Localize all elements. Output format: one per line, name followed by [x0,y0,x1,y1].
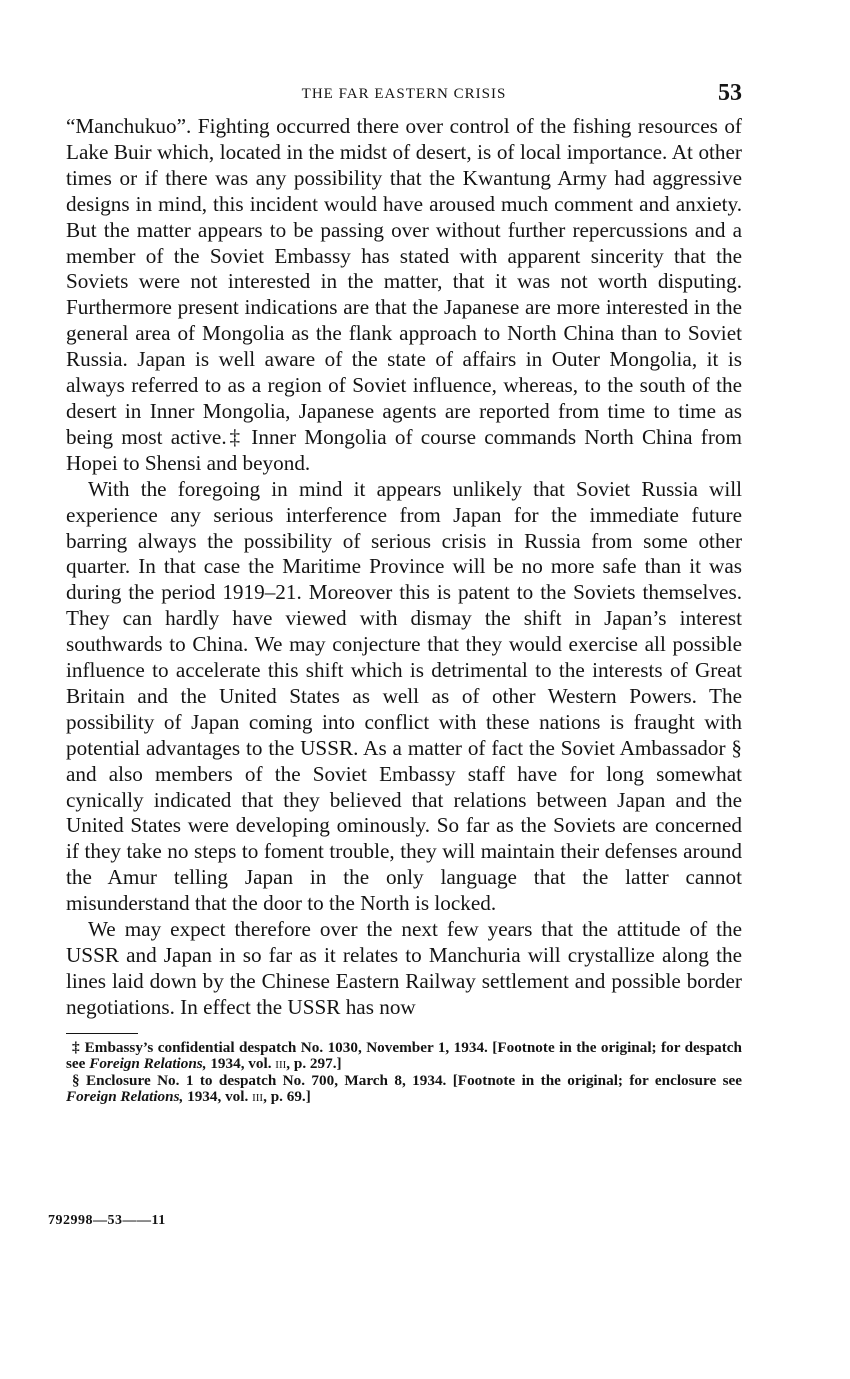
paragraph-3: We may expect therefore over the next few years that the attitude of the USSR and Japan in so far as it relates to Manchuria will crystallize along the lines laid down by the Chinese Eastern Railway settlement and possible border negotiations. In effect the USSR has now [66,917,742,1019]
paragraph-2: With the foregoing in mind it appears unlikely that Soviet Russia will experience any serious interference from Japan for the immediate future barring always the possibility of serious crisis in Russia from some other quarter. In that case the Maritime Province will be no more safe than it was during the period 1919–21. Moreover this is patent to the Soviets themselves. They can hardly have viewed with dismay the shift in Japan’s interest southwards to China. We may conjecture that they would exercise all possible influence to accelerate this shift which is detrimental to the interests of Great Britain and the United States as well as of other Western Powers. The possibility of Japan coming into conflict with these nations is fraught with potential advantages to the USSR. As a matter of fact the Soviet Ambassador § and also members of the Soviet Embassy staff have for long somewhat cynically indicated that they believed that relations between Japan and the United States were developing ominously. So far as the Soviets are concerned if they take no steps to foment trouble, they will maintain their defenses around the Amur telling Japan in the only language that the latter cannot misunderstand that the door to the North is locked. [66,476,742,916]
document-page [66,78,742,1106]
body-text [66,114,742,1021]
paragraph-1: “Manchukuo”. Fighting occurred there over control of the fishing resources of Lake Buir which, located in the midst of desert, is of local importance. At other times or if there was any possibility that the Kwantung Army had aggressive designs in mind, this incident would have aroused much comment and anxiety. But the matter appears to be passing over without further repercussions and a member of the Soviet Embassy has stated with apparent sincerity that the Soviets were not interested in the matter, that it was not worth disputing. Furthermore present indications are that the Japanese are more interested in the general area of Mongolia as the flank approach to North China than to Soviet Russia. Japan is well aware of the state of affairs in Outer Mongolia, it is always referred to as a region of Soviet influence, whereas, to the south of the desert in Inner Mongolia, Japanese agents are reported from time to time as being most active.‡ Inner Mongolia of course commands North China from Hopei to Shensi and beyond. [66,114,742,475]
footnotes [66,1040,742,1106]
running-title: THE FAR EASTERN CRISIS [301,86,507,102]
footnote-2: § Enclosure No. 1 to despatch No. 700, March 8, 1934. [Footnote in the original; for enclosure see Foreign Relations, 1934, vol. iii, p. 69.] [66,1071,742,1106]
footnote-rule [66,1033,138,1034]
running-head [66,78,742,114]
footnote-1: ‡ Embassy’s confidential despatch No. 1030, November 1, 1934. [Footnote in the original; for despatch see Foreign Relations, 1934, vol. iii, p. 297.] [66,1038,742,1073]
page-number: 53 [718,80,742,106]
print-code: 792998—53——11 [48,1213,166,1228]
